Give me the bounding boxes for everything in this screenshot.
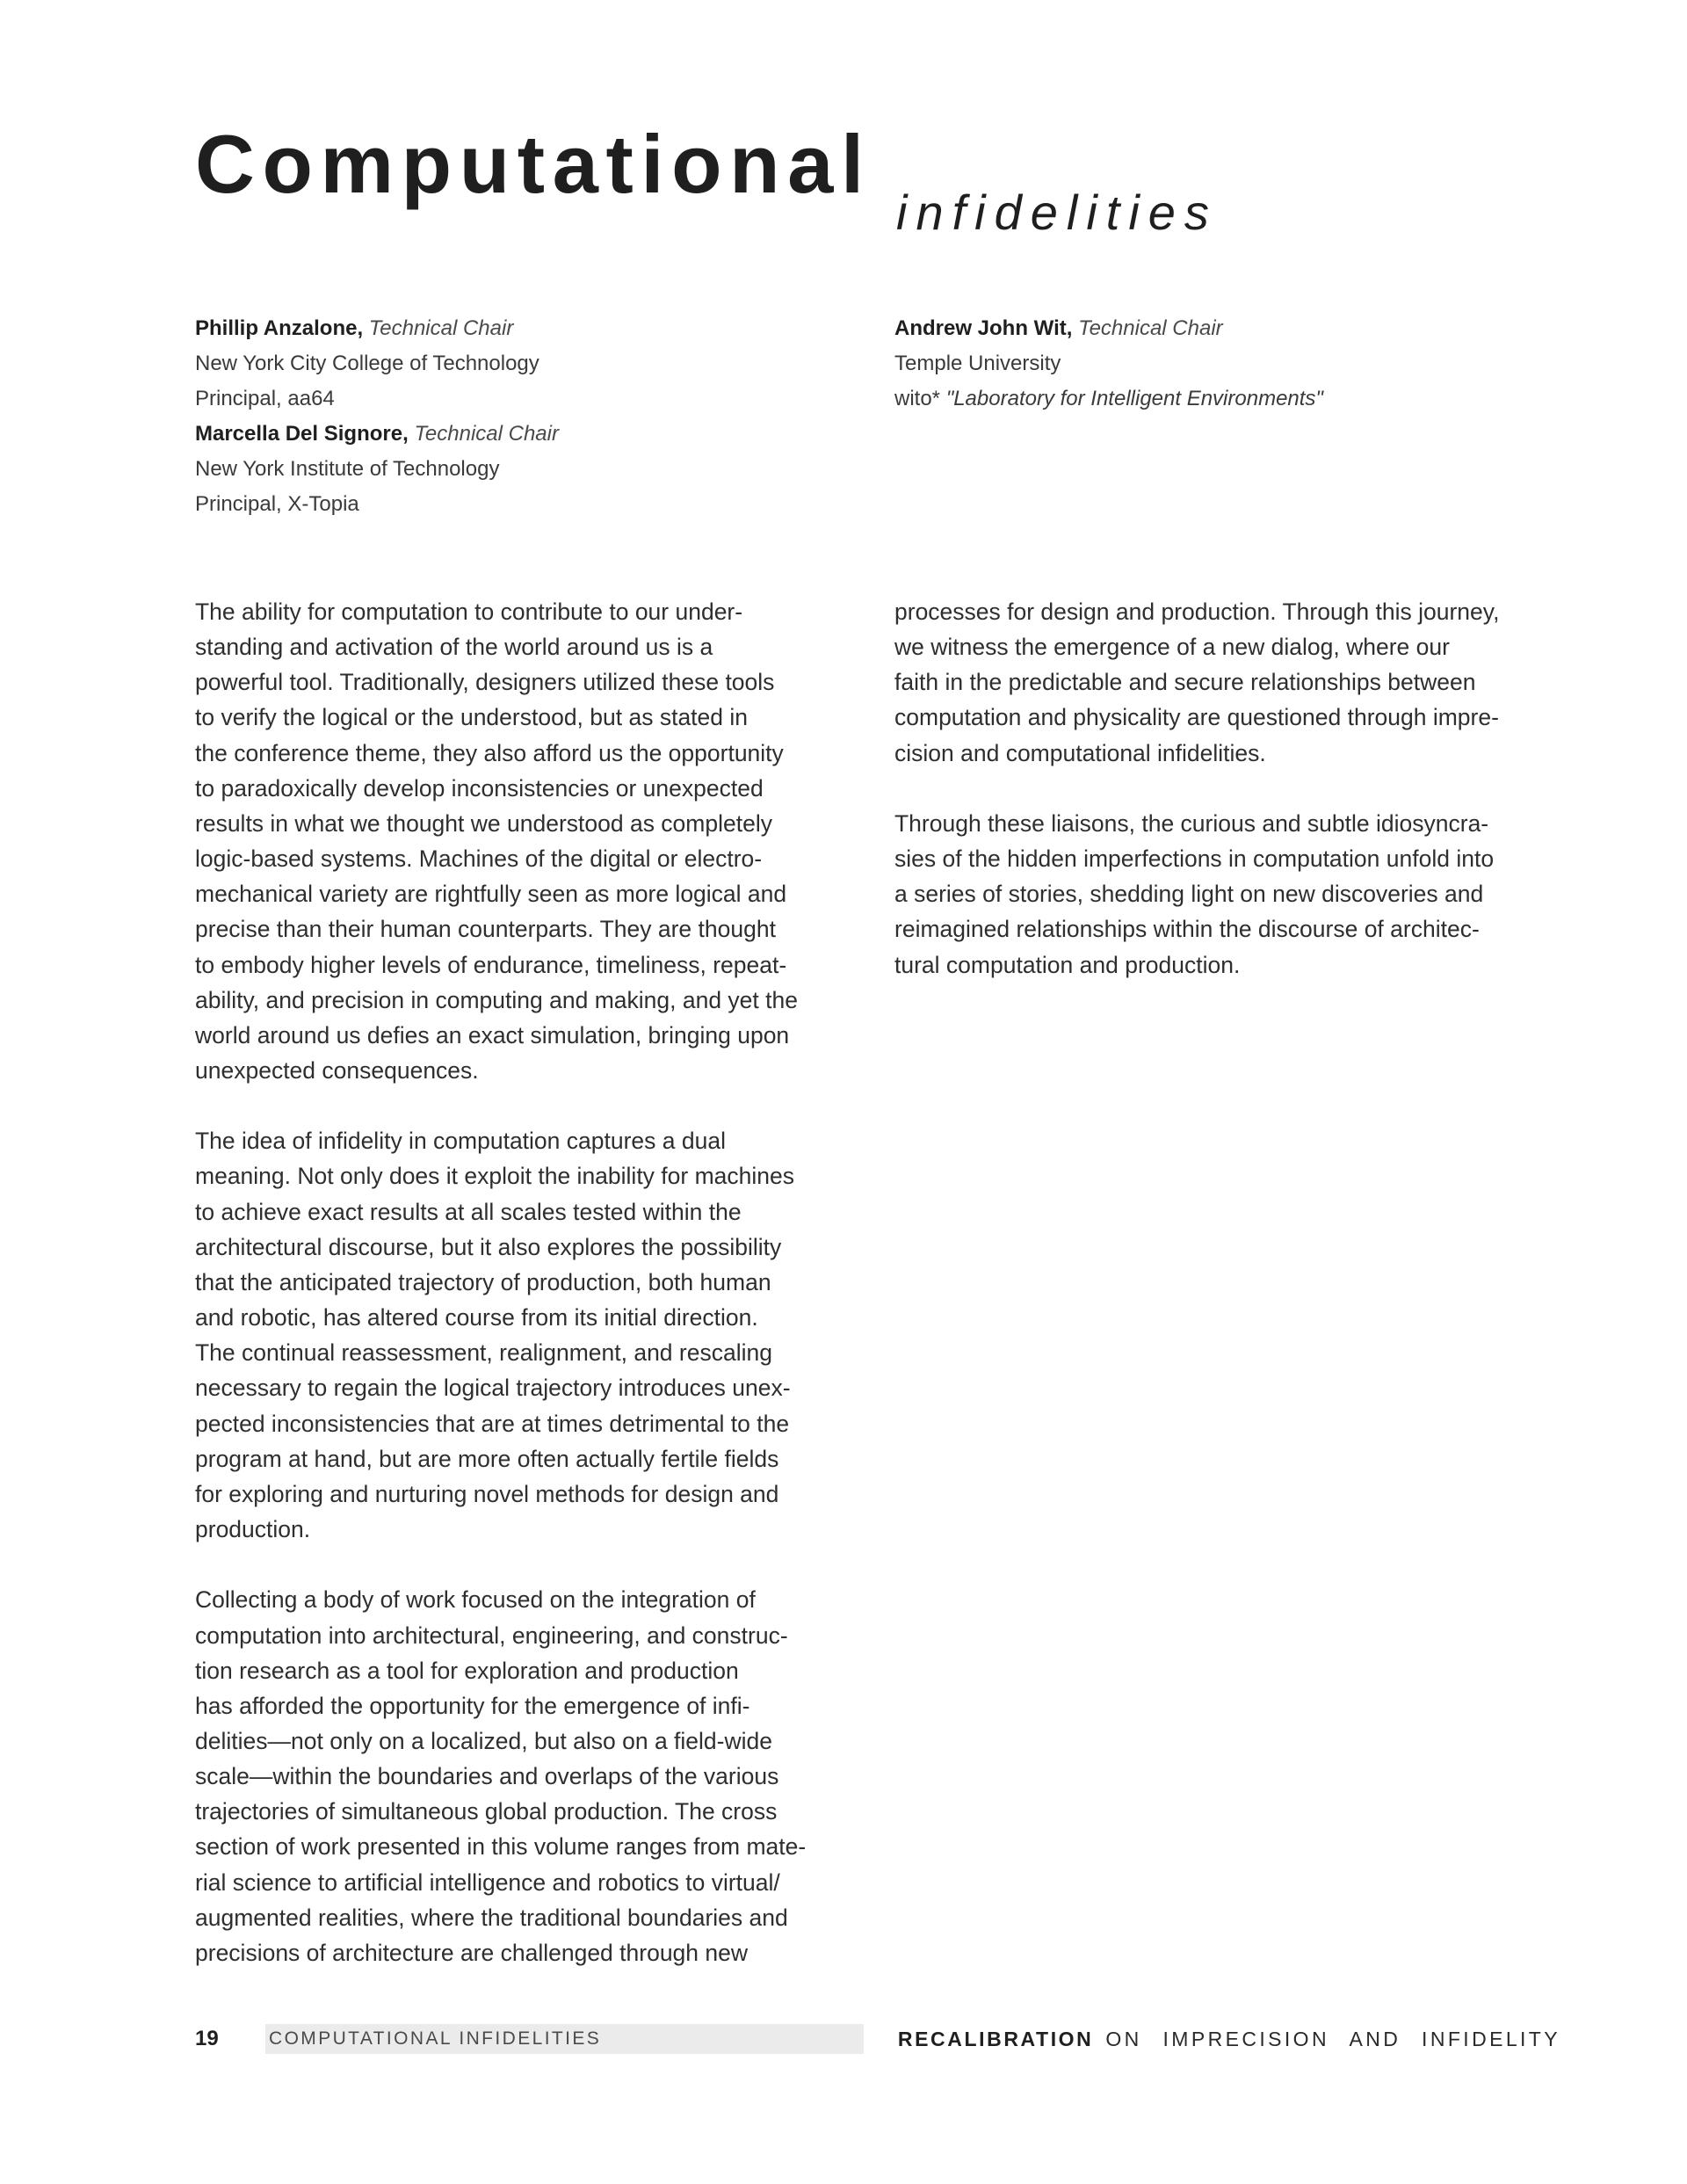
text-line: a series of stories, shedding light on new discoveries and: [894, 881, 1484, 908]
text-line: logic-based systems. Machines of the digital or electro-: [195, 845, 763, 873]
text-line: tion research as a tool for exploration and production: [195, 1657, 739, 1684]
body-column-right: [894, 594, 1571, 1018]
text-line: mechanical variety are rightfully seen as more logical and: [195, 881, 787, 908]
author-name: Marcella Del Signore,: [195, 422, 409, 446]
running-header-bar: [265, 2024, 864, 2054]
text-line: The idea of infidelity in computation captures a dual: [195, 1128, 726, 1155]
text-line: delities—not only on a localized, but also on a field-wide: [195, 1727, 773, 1754]
body-column-left: [195, 594, 872, 2006]
text-line: architectural discourse, but it also explores the possibility: [195, 1233, 782, 1260]
author-lab: [894, 381, 1562, 417]
text-line: sies of the hidden imperfections in computation unfold into: [894, 845, 1495, 873]
text-line: precise than their human counterparts. They are thought: [195, 916, 776, 943]
text-line: to paradoxically develop inconsistencies or unexpected: [195, 774, 764, 802]
author-affiliation: Temple University: [894, 352, 1061, 375]
author-lab-name: "Laboratory for Intelligent Environments": [945, 387, 1323, 410]
page-title: Computational: [195, 118, 872, 210]
text-line: meaning. Not only does it exploit the inability for machines: [195, 1163, 794, 1190]
text-line: pected inconsistencies that are at times detrimental to the: [195, 1410, 790, 1437]
text-line: cision and computational infidelities.: [894, 739, 1266, 766]
author-affiliation: New York City College of Technology: [195, 352, 539, 375]
paragraph: [894, 806, 1571, 983]
text-line: that the anticipated trajectory of production, both human: [195, 1268, 771, 1295]
text-line: faith in the predictable and secure relationships between: [894, 669, 1476, 696]
text-line: powerful tool. Traditionally, designers utilized these tools: [195, 669, 775, 696]
author-affiliation: Principal, X-Topia: [195, 492, 359, 516]
text-line: precisions of architecture are challenged through new: [195, 1939, 749, 1966]
text-line: we witness the emergence of a new dialog, where our: [894, 634, 1450, 661]
author-name: Andrew John Wit,: [894, 316, 1073, 340]
text-line: world around us defies an exact simulation, bringing upon: [195, 1021, 790, 1048]
text-line: computation and physicality are questioned through impre-: [894, 704, 1499, 731]
text-line: to verify the logical or the understood, but as stated in: [195, 704, 749, 731]
author-name-line: [195, 311, 863, 346]
text-line: rial science to artificial intelligence and robotics to virtual/: [195, 1868, 780, 1896]
text-line: section of work presented in this volume ranges from mate-: [195, 1833, 807, 1861]
page-number: 19: [195, 2027, 219, 2050]
author-role: Technical Chair: [1078, 316, 1223, 340]
text-line: computation into architectural, engineering, and construc-: [195, 1622, 788, 1649]
text-line: tural computation and production.: [894, 951, 1241, 978]
book-title-bold: RECALIBRATION: [897, 2028, 1094, 2050]
text-line: and robotic, has altered course from its initial direction.: [195, 1304, 758, 1331]
text-line: for exploring and nurturing novel methods for design and: [195, 1480, 779, 1507]
text-line: The continual reassessment, realignment, and rescaling: [195, 1339, 772, 1367]
author-name-line: [195, 417, 863, 452]
text-line: augmented realities, where the traditional boundaries and: [195, 1904, 788, 1931]
author-name: Phillip Anzalone,: [195, 316, 364, 340]
paragraph: [195, 594, 872, 1088]
text-line: standing and activation of the world around us is a: [195, 634, 713, 661]
authors-right: [894, 311, 1562, 417]
text-line: to embody higher levels of endurance, timeliness, repeat-: [195, 951, 787, 978]
author-affiliation: Principal, aa64: [195, 387, 335, 410]
authors-left: [195, 311, 863, 522]
book-title-rest: ON IMPRECISION AND INFIDELITY: [1105, 2028, 1560, 2050]
author-role: Technical Chair: [414, 422, 559, 446]
paragraph: [195, 1123, 872, 1547]
paragraph: [195, 1582, 872, 1970]
text-line: program at hand, but are more often actually fertile fields: [195, 1445, 779, 1472]
text-line: Collecting a body of work focused on the integration of: [195, 1586, 756, 1614]
text-line: ability, and precision in computing and making, and yet the: [195, 986, 798, 1013]
text-line: processes for design and production. Through this journey,: [894, 599, 1500, 625]
text-line: to achieve exact results at all scales tested within the: [195, 1198, 742, 1225]
author-name-line: [894, 311, 1562, 346]
text-line: trajectories of simultaneous global production. The cross: [195, 1798, 778, 1825]
page-subtitle: infidelities: [896, 185, 1218, 240]
paragraph: [894, 594, 1571, 771]
text-line: has afforded the opportunity for the emergence of infi-: [195, 1692, 750, 1719]
text-line: the conference theme, they also afford us the opportunity: [195, 739, 784, 766]
text-line: reimagined relationships within the discourse of architec-: [894, 916, 1480, 943]
text-line: The ability for computation to contribute to our under-: [195, 599, 743, 625]
author-affiliation: New York Institute of Technology: [195, 457, 500, 481]
running-header-section: COMPUTATIONAL INFIDELITIES: [269, 2028, 602, 2049]
running-header-book-title: [898, 2024, 1560, 2054]
text-line: scale—within the boundaries and overlaps of the various: [195, 1763, 779, 1790]
author-role: Technical Chair: [368, 316, 514, 340]
text-line: Through these liaisons, the curious and subtle idiosyncra-: [894, 809, 1489, 837]
text-line: results in what we thought we understood as completely: [195, 809, 772, 837]
text-line: unexpected consequences.: [195, 1057, 479, 1085]
text-line: production.: [195, 1516, 311, 1543]
text-line: necessary to regain the logical trajectory introduces unex-: [195, 1375, 791, 1402]
author-lab-prefix: wito*: [894, 387, 946, 410]
